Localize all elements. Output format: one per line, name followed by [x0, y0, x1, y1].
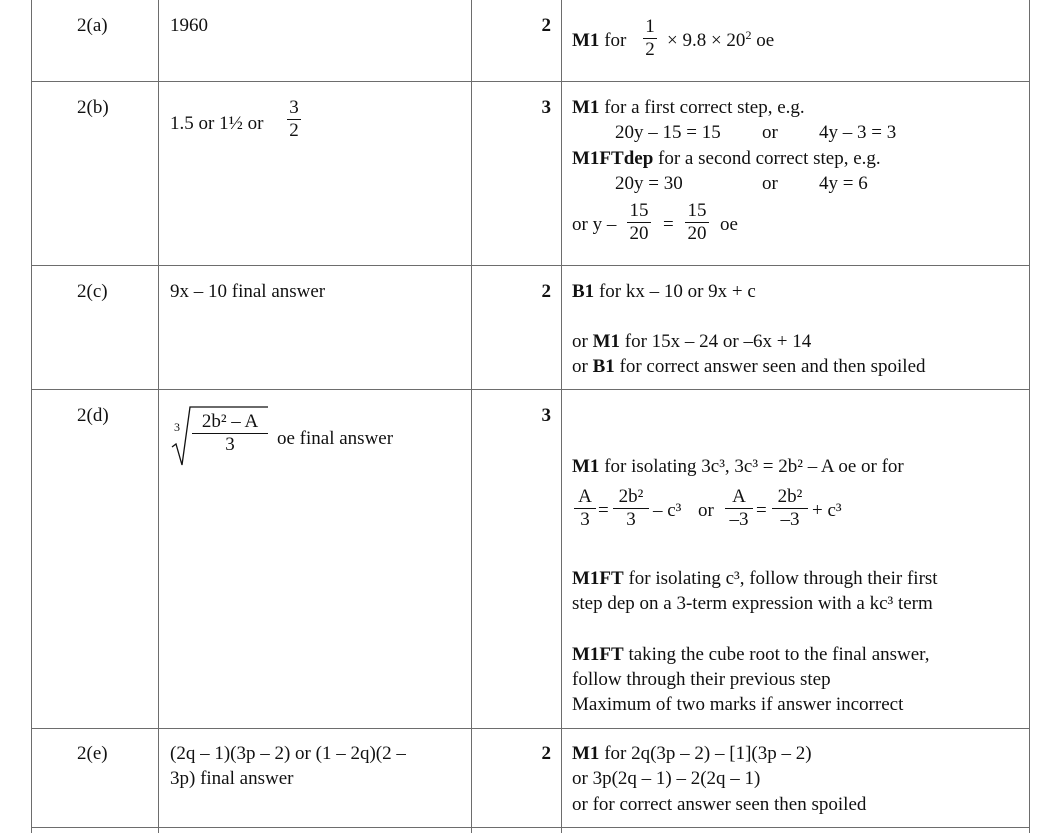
- notes-oe: oe: [720, 214, 738, 235]
- equation-or: or: [698, 500, 714, 521]
- notes-step: 4y – 3 = 3: [819, 122, 897, 143]
- mark-value: 2: [541, 15, 551, 36]
- row-divider: [31, 389, 1030, 390]
- equation-fraction: 2b² –3: [772, 486, 808, 531]
- equation-equals: =: [598, 500, 609, 521]
- notes-line: M1 for 2q(3p – 2) – [1](3p – 2): [572, 743, 812, 764]
- notes-or: or: [762, 122, 778, 143]
- answer-text: oe final answer: [277, 428, 394, 449]
- notes-line: M1 for isolating 3c³, 3c³ = 2b² – A oe or for: [572, 456, 904, 477]
- column-divider-answer: [471, 0, 472, 833]
- mark-scheme-table: [31, 0, 1030, 833]
- mark-value: 3: [541, 97, 551, 118]
- notes-expression: × $9.8 \times 20^2$ oe: [667, 28, 775, 51]
- answer-text: 3p) final answer: [170, 768, 294, 789]
- notes-line: or M1 for 15x – 24 or –6x + 14: [572, 331, 812, 352]
- answer-text: 1960: [170, 15, 208, 36]
- fraction-half: 1 2: [643, 16, 657, 61]
- answer-text: 9x – 10 final answer: [170, 281, 326, 302]
- equation-fraction: A 3: [574, 486, 596, 531]
- notes-step: 20y – 15 = 15: [615, 122, 721, 143]
- equation-fraction: 2b² 3: [613, 486, 649, 531]
- notes-line: Maximum of two marks if answer incorrect: [572, 694, 904, 715]
- column-divider-part: [158, 0, 159, 833]
- root-fraction: 2b² – A 3: [192, 411, 268, 456]
- notes-line: M1FT for isolating c³, follow through their first: [572, 568, 938, 589]
- column-divider-mark: [561, 0, 562, 833]
- equation-tail: + c³: [812, 500, 842, 521]
- notes-line: M1FTdep for a second correct step, e.g.: [572, 148, 881, 169]
- part-label: 2(a): [77, 15, 108, 36]
- table-border-right: [1029, 0, 1030, 833]
- table-border-left: [31, 0, 32, 833]
- method-mark-label: M1: [572, 30, 600, 51]
- part-label: 2(c): [77, 281, 108, 302]
- notes-step: 4y = 6: [819, 173, 868, 194]
- notes-line: B1 for kx – 10 or 9x + c: [572, 281, 756, 302]
- notes-line: M1FT taking the cube root to the final answer,: [572, 644, 930, 665]
- notes-equals: =: [663, 214, 674, 235]
- part-label: 2(d): [77, 405, 109, 426]
- notes-or-y: or y –: [572, 214, 617, 235]
- root-index: 3: [174, 420, 180, 434]
- notes-line: step dep on a 3-term expression with a kc³ term: [572, 593, 933, 614]
- row-divider: [31, 81, 1030, 82]
- notes-fraction: 15 20: [685, 200, 709, 245]
- answer-fraction: 3 2: [287, 97, 301, 142]
- notes-line: M1 for: [572, 30, 627, 51]
- mark-value: 2: [541, 743, 551, 764]
- row-divider: [31, 827, 1030, 828]
- notes-or: or: [762, 173, 778, 194]
- notes-line: or for correct answer seen then spoiled: [572, 794, 867, 815]
- equation-tail: – c³: [653, 500, 682, 521]
- equation-fraction: A –3: [725, 486, 753, 531]
- notes-line: or B1 for correct answer seen and then spoiled: [572, 356, 926, 377]
- notes-step: 20y = 30: [615, 173, 683, 194]
- row-divider: [31, 728, 1030, 729]
- part-label: 2(b): [77, 97, 109, 118]
- row-divider: [31, 265, 1030, 266]
- notes-line: follow through their previous step: [572, 669, 831, 690]
- notes-line: M1 for a first correct step, e.g.: [572, 97, 805, 118]
- answer-text: 1.5 or 1½ or: [170, 113, 264, 134]
- notes-fraction: 15 20: [627, 200, 651, 245]
- answer-text: (2q – 1)(3p – 2) or (1 – 2q)(2 –: [170, 743, 406, 764]
- mark-value: 2: [541, 281, 551, 302]
- mark-value: 3: [541, 405, 551, 426]
- equation-equals: =: [756, 500, 767, 521]
- part-label: 2(e): [77, 743, 108, 764]
- notes-line: or 3p(2q – 1) – 2(2q – 1): [572, 768, 761, 789]
